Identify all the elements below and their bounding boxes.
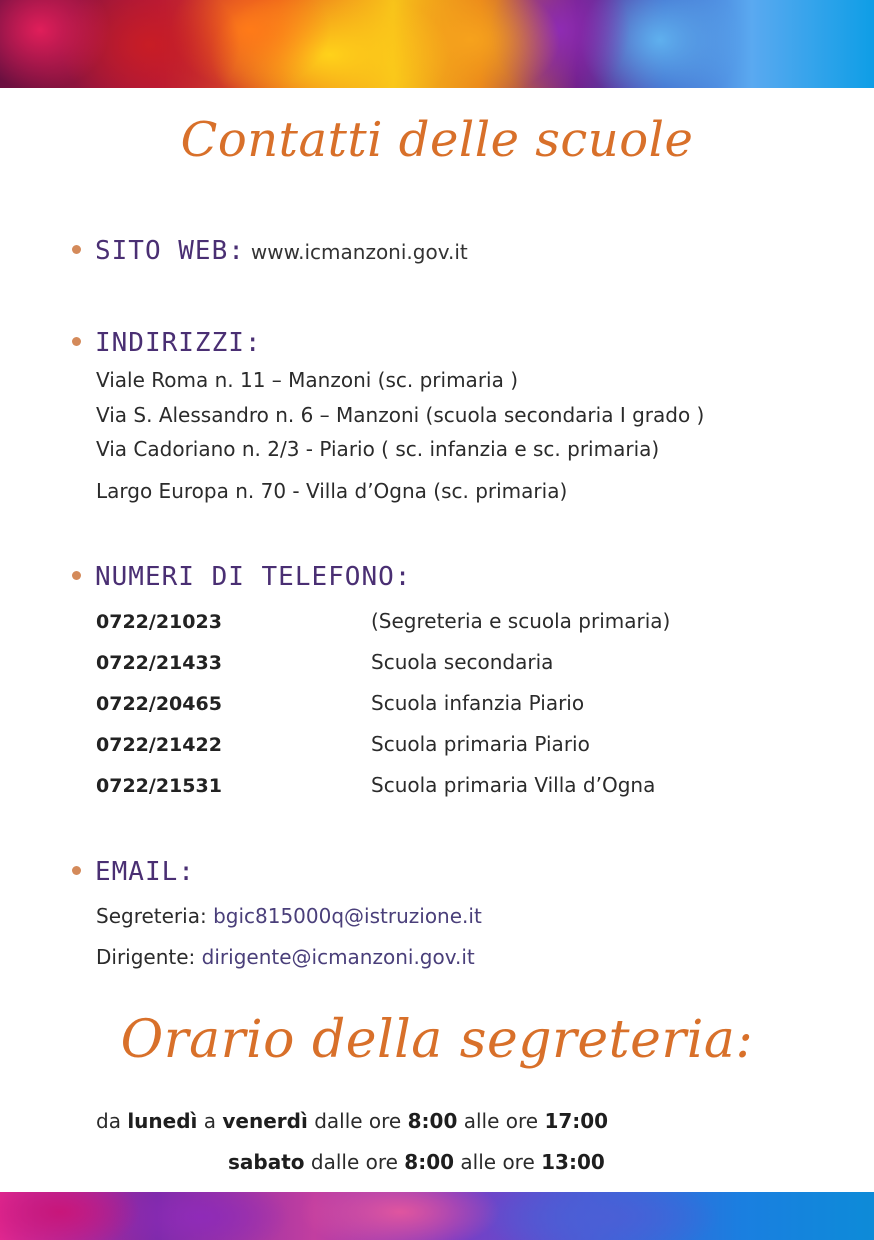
hours-day-to: venerdì [222,1109,308,1133]
email-dirigente-label: Dirigente: [96,945,196,969]
bottom-banner [0,1192,874,1240]
address-line: Via S. Alessandro n. 6 – Manzoni (scuola secondaria I grado ) [96,403,705,427]
hours-text: da [96,1109,121,1133]
email-segreteria-link[interactable]: bgic815000q@istruzione.it [213,904,482,928]
hours-text: dalle ore [310,1150,398,1174]
phones-heading [72,562,411,592]
phone-description: Scuola secondaria [371,650,554,674]
phone-number[interactable]: 0722/21433 [96,652,222,674]
email-segreteria-label: Segreteria: [96,904,207,928]
phone-description: Scuola infanzia Piario [371,691,585,715]
hours-text: a [203,1109,217,1133]
hours-time-to: 17:00 [544,1109,609,1133]
email-dirigente-link[interactable]: dirigente@icmanzoni.gov.it [201,945,475,969]
phone-number[interactable]: 0722/21531 [96,775,222,797]
hours-text: dalle ore [314,1109,402,1133]
hours-text: alle ore [463,1109,539,1133]
hours-weekday [96,1109,608,1133]
addresses-heading [72,328,262,358]
hours-title: Orario della segreteria: [120,1010,754,1070]
address-line: Via Cadoriano n. 2/3 - Piario ( sc. infanzia e sc. primaria) [96,437,660,461]
page-title: Contatti delle scuole [180,112,694,168]
email-segreteria-row [96,904,482,928]
bullet-icon [72,571,81,580]
phone-description: Scuola primaria Piario [371,732,590,756]
bullet-icon [72,245,81,254]
hours-time-from: 8:00 [407,1109,458,1133]
bullet-icon [72,337,81,346]
hours-time-to: 13:00 [541,1150,605,1174]
address-line: Viale Roma n. 11 – Manzoni (sc. primaria ) [96,368,519,392]
email-label: EMAIL: [95,857,195,887]
email-dirigente-row [96,945,475,969]
phone-description: Scuola primaria Villa d’Ogna [371,773,656,797]
hours-day: sabato [228,1150,305,1174]
phones-label: NUMERI DI TELEFONO: [95,562,412,592]
hours-saturday [228,1150,605,1174]
website-link[interactable]: www.icmanzoni.gov.it [250,240,468,264]
phone-number[interactable]: 0722/20465 [96,693,222,715]
email-heading [72,857,195,887]
phone-number[interactable]: 0722/21422 [96,734,222,756]
bullet-icon [72,866,81,875]
website-label: SITO WEB: [95,236,245,266]
phone-description: (Segreteria e scuola primaria) [371,609,671,633]
hours-time-from: 8:00 [404,1150,455,1174]
phone-number[interactable]: 0722/21023 [96,611,222,633]
hours-day-from: lunedì [127,1109,198,1133]
top-banner [0,0,874,88]
hours-text: alle ore [460,1150,535,1174]
website-section [72,236,468,266]
addresses-label: INDIRIZZI: [95,328,262,358]
address-line: Largo Europa n. 70 - Villa d’Ogna (sc. primaria) [96,479,568,503]
